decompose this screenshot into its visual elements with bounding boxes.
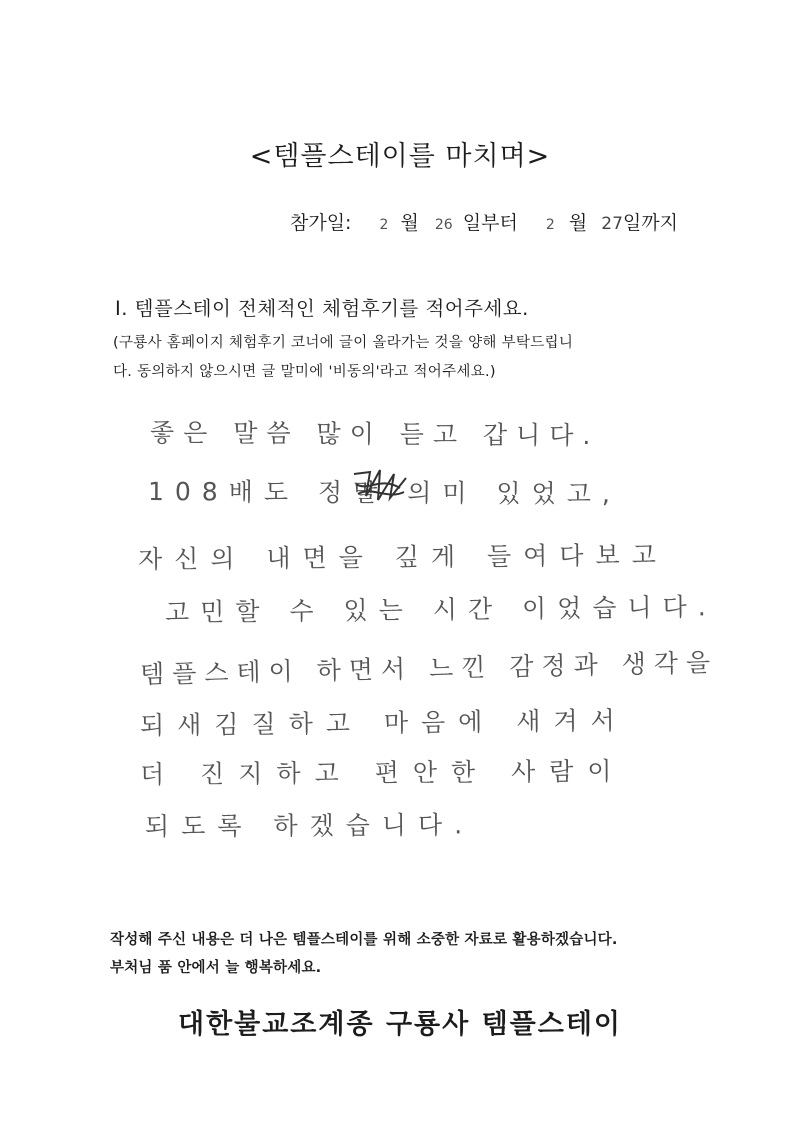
answer-line-2: 108배도 정말 의미 있었고, [147, 477, 621, 509]
crossed-out-scribble [350, 466, 410, 506]
from-text: 일부터 [462, 212, 518, 234]
answer-line-6: 되새김질하고 마음에 새겨서 [139, 705, 628, 740]
form-title: <템플스테이를 마치며> [249, 141, 551, 172]
answer-line-5: 템플스테이 하면서 느낀 감정과 생각을 [139, 647, 719, 689]
question-note-line-1: (구룡사 홈페이지 체험후기 코너에 글이 올라가는 것을 양해 부탁드립니 [113, 335, 574, 351]
answer-line-4: 고민할 수 있는 시간 이었습니다. [164, 592, 717, 627]
until-text: 일까지 [622, 212, 678, 234]
month-unit-2: 월 [568, 212, 588, 234]
answer-line-1: 좋은 말씀 많이 듣고 갑니다. [149, 418, 600, 451]
answer-line-3: 자신의 내면을 깊게 들여다보고 [137, 540, 668, 574]
end-month: 2 [545, 217, 555, 233]
month-unit-1: 월 [400, 212, 419, 234]
end-day: 27 [601, 214, 623, 234]
date-label: 참가일: [290, 212, 352, 234]
answer-line-7: 더 진지하고 편안한 사람이 [139, 756, 626, 789]
question-heading: I. 템플스테이 전체적인 체험후기를 적어주세요. [115, 297, 529, 320]
answer-line-8: 되도록 하겠습니다. [144, 810, 475, 841]
temple-name: 대한불교조계종 구룡사 템플스테이 [177, 1009, 623, 1040]
footer-line-1: 작성해 주신 내용은 더 나은 템플스테이를 위해 소중한 자료로 활용하겠습니다. [110, 932, 618, 948]
participation-date [290, 208, 678, 235]
footer-line-2: 부처님 품 안에서 늘 행복하세요. [110, 960, 322, 976]
start-day: 26 [434, 217, 453, 233]
start-month: 2 [379, 217, 389, 233]
question-note-line-2: 다. 동의하지 않으시면 글 말미에 '비동의'라고 적어주세요.) [113, 364, 496, 380]
